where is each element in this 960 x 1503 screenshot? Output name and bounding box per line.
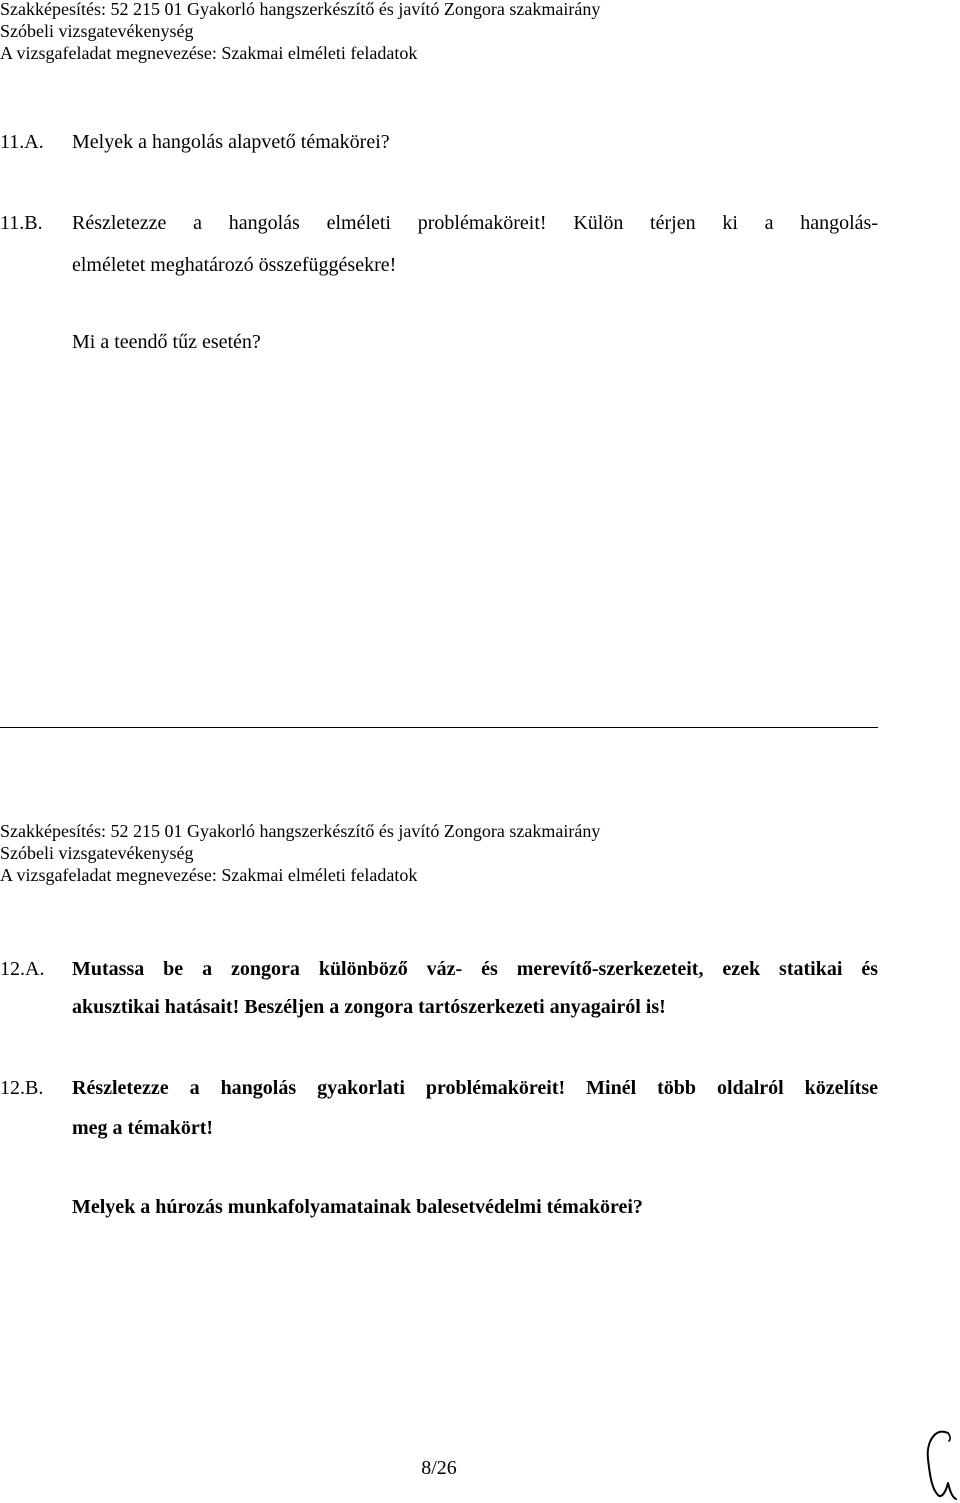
question-number: 11.A. xyxy=(0,131,44,153)
question-text-line2: akusztikai hatásait! Beszéljen a zongora tartószerkezeti anyagairól is! xyxy=(72,996,666,1018)
question-text-line2: elméletet meghatározó összefüggésekre! xyxy=(72,254,397,276)
question-11a xyxy=(0,131,878,157)
safety-question-11b: Mi a teendő tűz esetén? xyxy=(72,331,261,353)
question-12b xyxy=(0,1077,878,1147)
page-divider xyxy=(0,727,878,728)
question-text-line1: Mutassa be a zongora különböző váz- és merevítő-szerkezeteit, ezek statikai és xyxy=(72,958,878,980)
question-11b xyxy=(0,212,878,282)
question-12a xyxy=(0,958,878,1028)
header-task-name: A vizsgafeladat megnevezése: Szakmai elméleti feladatok xyxy=(0,865,418,885)
question-number: 12.B. xyxy=(0,1077,44,1099)
question-text-line2: meg a témakört! xyxy=(72,1117,214,1139)
header-exam-type: Szóbeli vizsgatevékenység xyxy=(0,843,194,863)
question-text: Melyek a hangolás alapvető témakörei? xyxy=(72,131,390,153)
question-number: 12.A. xyxy=(0,958,45,980)
header-exam-type: Szóbeli vizsgatevékenység xyxy=(0,21,194,41)
header-qualification: Szakképesítés: 52 215 01 Gyakorló hangszerkészítő és javító Zongora szakmairány xyxy=(0,0,601,19)
question-text-line1: Részletezze a hangolás elméleti problémaköreit! Külön térjen ki a hangolás- xyxy=(72,212,878,234)
header-qualification: Szakképesítés: 52 215 01 Gyakorló hangszerkészítő és javító Zongora szakmairány xyxy=(0,821,601,841)
safety-question-12b: Melyek a húrozás munkafolyamatainak balesetvédelmi témakörei? xyxy=(72,1196,643,1218)
question-text-line1: Részletezze a hangolás gyakorlati problémaköreit! Minél több oldalról közelítse xyxy=(72,1077,878,1099)
header-task-name: A vizsgafeladat megnevezése: Szakmai elméleti feladatok xyxy=(0,43,418,63)
question-number: 11.B. xyxy=(0,212,43,234)
signature-icon xyxy=(918,1425,960,1503)
page-number: 8/26 xyxy=(421,1457,457,1479)
